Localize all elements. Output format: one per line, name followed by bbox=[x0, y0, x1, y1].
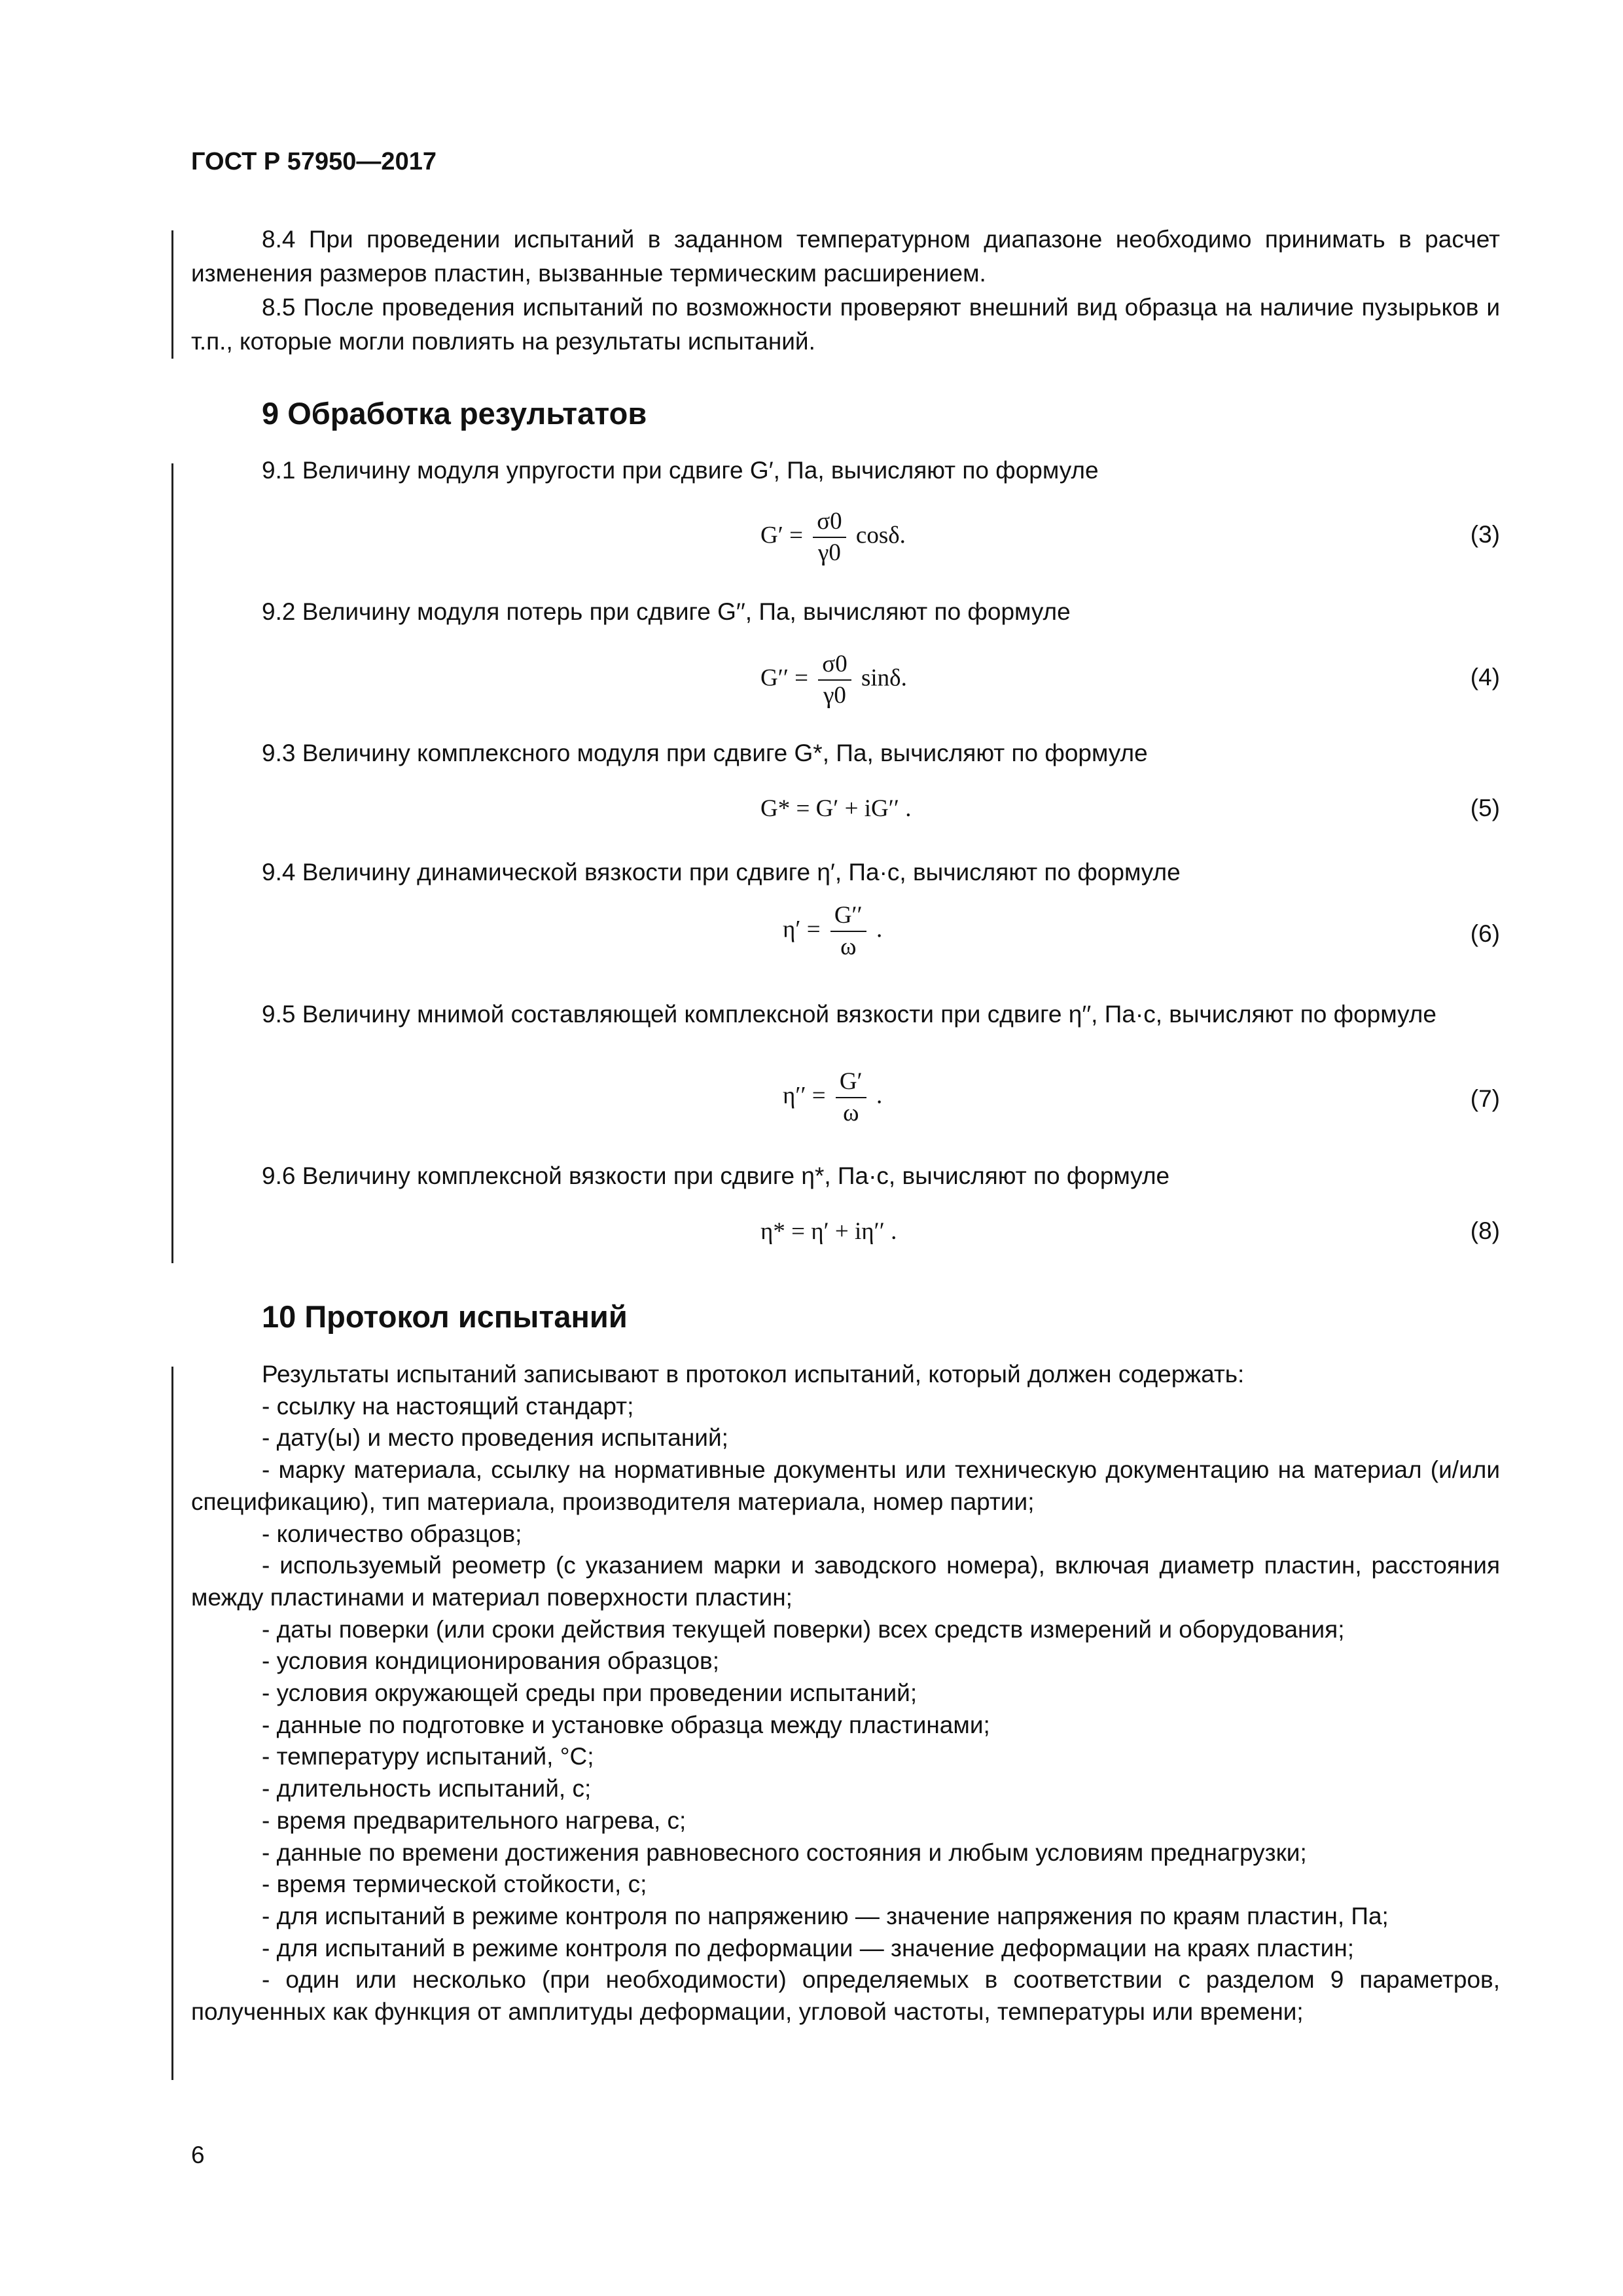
list-item: - дату(ы) и место проведения испытаний; bbox=[262, 1424, 728, 1452]
paragraph-9-3: 9.3 Величину комплексного модуля при сдвиге G*, Па, вычисляют по формуле bbox=[262, 740, 1148, 766]
list-item: - условия окружающей среды при проведении испытаний; bbox=[262, 1679, 918, 1707]
equation-number-4: (4) bbox=[1470, 664, 1500, 691]
protocol-list bbox=[191, 1359, 1500, 2028]
equation-number-3: (3) bbox=[1470, 521, 1500, 548]
list-item: - для испытаний в режиме контроля по напряжению — значение напряжения по краям пластин, Па; bbox=[262, 1902, 1389, 1929]
change-bar bbox=[171, 1367, 173, 2080]
list-item: - марку материала, ссылку на нормативные документы или техническую документацию на материал (и/или спецификацию), тип материала, производителя материала, номер партии; bbox=[191, 1456, 1500, 1515]
paragraph-9-2: 9.2 Величину модуля потерь при сдвиге G′′, Па, вычисляют по формуле bbox=[262, 598, 1071, 625]
list-item: Результаты испытаний записывают в протокол испытаний, который должен содержать: bbox=[262, 1361, 1245, 1388]
change-bar bbox=[171, 230, 173, 359]
paragraph-8-4: 8.4 При проведении испытаний в заданном температурном диапазоне необходимо принимать в расчет изменения размеров пластин, вызванные термическим расширением. bbox=[191, 226, 1500, 287]
section-title-9: 9 Обработка результатов bbox=[262, 396, 647, 431]
list-item: - используемый реометр (с указанием марки и заводского номера), включая диаметр пластин, расстояния между пластинами и материал поверхности пластин; bbox=[191, 1552, 1500, 1611]
paragraph-9-6: 9.6 Величину комплексной вязкости при сдвиге η*, Па·с, вычисляют по формуле bbox=[262, 1162, 1170, 1189]
formula-6: η′ = $\frac{G''}{\omega}$ . bbox=[783, 902, 883, 960]
formula-3: G′ = $\frac{\sigma 0}{\gamma 0}$ cosδ. bbox=[760, 508, 906, 566]
list-item: - данные по времени достижения равновесного состояния и любым условиям преднагрузки; bbox=[262, 1839, 1307, 1866]
equation-number-5: (5) bbox=[1470, 795, 1500, 821]
list-item: - время предварительного нагрева, с; bbox=[262, 1806, 687, 1834]
paragraph-9-5: 9.5 Величину мнимой составляющей комплексной вязкости при сдвиге η′′, Па·с, вычисляют по формуле bbox=[262, 1001, 1436, 1028]
equation-number-7: (7) bbox=[1470, 1085, 1500, 1112]
list-item: - один или несколько (при необходимости) определяемых в соответствии с разделом 9 параметров, полученных как функция от амплитуды деформации, угловой частоты, температуры или времени; bbox=[191, 1966, 1500, 2026]
list-item: - ссылку на настоящий стандарт; bbox=[262, 1392, 634, 1420]
paragraph-9-1: 9.1 Величину модуля упругости при сдвиге G′, Па, вычисляют по формуле bbox=[262, 457, 1099, 484]
list-item: - условия кондиционирования образцов; bbox=[262, 1647, 719, 1675]
document-header: ГОСТ Р 57950—2017 bbox=[191, 148, 437, 175]
formula-7: η′′ = $\frac{G'}{\omega}$ . bbox=[783, 1068, 883, 1126]
page-number: 6 bbox=[191, 2142, 205, 2168]
list-item: - для испытаний в режиме контроля по деформации — значение деформации на краях пластин; bbox=[262, 1934, 1355, 1962]
list-item: - даты поверки (или сроки действия текущей поверки) всех средств измерений и оборудования; bbox=[262, 1615, 1345, 1643]
change-bar bbox=[171, 463, 173, 1263]
list-item: - данные по подготовке и установке образца между пластинами; bbox=[262, 1711, 990, 1738]
equation-number-6: (6) bbox=[1470, 920, 1500, 947]
paragraph-9-4: 9.4 Величину динамической вязкости при сдвиге η′, Па·с, вычисляют по формуле bbox=[262, 859, 1181, 886]
formula-5: G* = G′ + iG′′ . bbox=[760, 795, 912, 822]
list-item: - температуру испытаний, °С; bbox=[262, 1743, 594, 1770]
list-item: - время термической стойкости, с; bbox=[262, 1871, 647, 1898]
equation-number-8: (8) bbox=[1470, 1217, 1500, 1244]
formula-4: G′′ = $\frac{\sigma 0}{\gamma 0}$ sinδ. bbox=[760, 651, 907, 709]
paragraph-8-5: 8.5 После проведения испытаний по возможности проверяют внешний вид образца на наличие пузырьков и т.п., которые могли повлиять на результаты испытаний. bbox=[191, 294, 1500, 355]
list-item: - количество образцов; bbox=[262, 1520, 522, 1547]
formula-8: η* = η′ + iη′′ . bbox=[760, 1218, 897, 1245]
list-item: - длительность испытаний, с; bbox=[262, 1775, 592, 1803]
section-title-10: 10 Протокол испытаний bbox=[262, 1299, 628, 1334]
